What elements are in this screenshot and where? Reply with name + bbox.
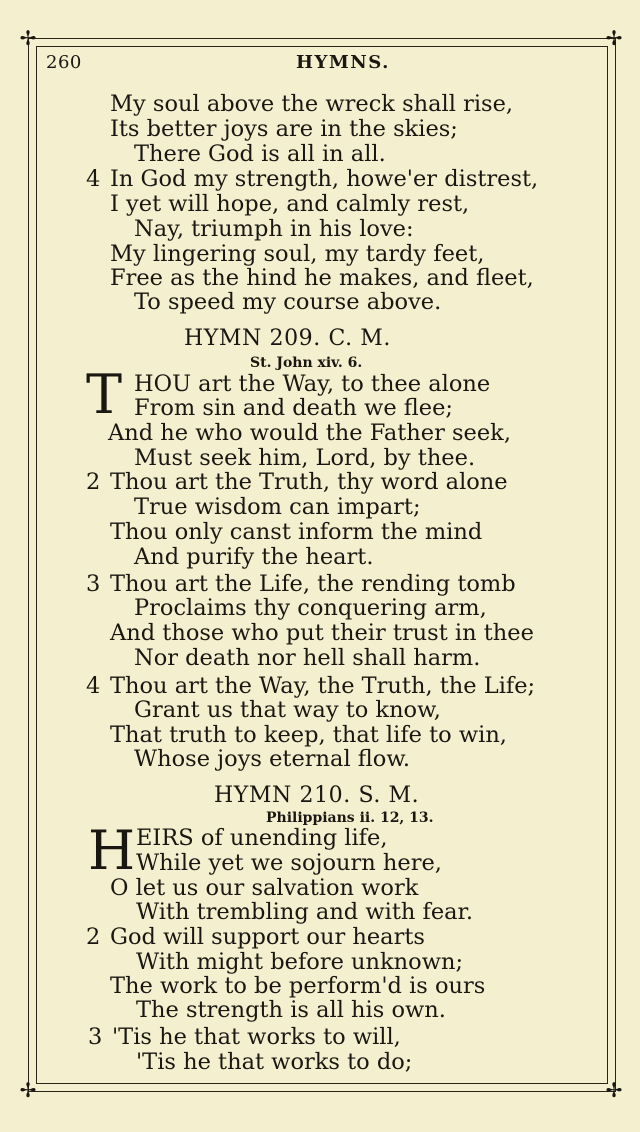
stanza-number: 3 — [88, 1024, 103, 1050]
verse-line: O let us our salvation work — [110, 875, 419, 901]
verse-line: And purify the heart. — [134, 544, 374, 570]
verse-line: Grant us that way to know, — [134, 697, 441, 723]
verse-line: Nay, triumph in his love: — [134, 216, 414, 242]
verse-line: God will support our hearts — [110, 924, 425, 950]
verse-line: My lingering soul, my tardy feet, — [110, 241, 485, 267]
verse-line: Thou art the Way, the Truth, the Life; — [110, 673, 536, 699]
verse-line: In God my strength, howe'er distrest, — [110, 166, 539, 192]
verse-line: Its better joys are in the skies; — [110, 116, 458, 142]
verse-line: The strength is all his own. — [136, 997, 446, 1023]
stanza-number: 2 — [86, 924, 101, 950]
verse-line: HOU art the Way, to thee alone — [134, 371, 491, 397]
stanza-number: 3 — [86, 571, 101, 597]
stanza-number: 4 — [86, 673, 101, 699]
verse-line: 'Tis he that works to do; — [136, 1049, 413, 1075]
verse-line: While yet we sojourn here, — [136, 850, 442, 876]
verse-line: And those who put their trust in thee — [110, 620, 534, 646]
verse-line: 'Tis he that works to will, — [112, 1024, 401, 1050]
verse-line: I yet will hope, and calmly rest, — [110, 191, 470, 217]
verse-line: There God is all in all. — [134, 141, 386, 167]
verse-line: To speed my course above. — [134, 289, 442, 315]
verse-line: And he who would the Father seek, — [108, 420, 511, 446]
corner-ornament-top-left: ✢ — [19, 26, 37, 50]
hymn-210-title: HYMN 210. S. M. — [214, 783, 420, 808]
verse-line: Free as the hind he makes, and fleet, — [110, 265, 534, 291]
running-head: HYMNS. — [296, 52, 390, 73]
hymn-209-title: HYMN 209. C. M. — [184, 326, 392, 351]
corner-ornament-bottom-right: ✢ — [605, 1078, 623, 1102]
verse-line: Nor death nor hell shall harm. — [134, 645, 481, 671]
verse-line: Thou only canst inform the mind — [110, 519, 483, 545]
stanza-number: 4 — [86, 166, 101, 192]
verse-line: With trembling and with fear. — [136, 899, 473, 925]
corner-ornament-bottom-left: ✢ — [19, 1078, 37, 1102]
verse-line: Thou art the Truth, thy word alone — [110, 469, 508, 495]
verse-line: Must seek him, Lord, by thee. — [134, 445, 476, 471]
verse-line: With might before unknown; — [136, 949, 464, 975]
verse-line: Whose joys eternal flow. — [134, 746, 411, 772]
verse-line: Thou art the Life, the rending tomb — [110, 571, 516, 597]
verse-line: The work to be perform'd is ours — [110, 973, 486, 999]
corner-ornament-top-right: ✢ — [605, 26, 623, 50]
hymn-210-dropcap: H — [88, 819, 136, 882]
verse-line: That truth to keep, that life to win, — [110, 722, 507, 748]
verse-line: True wisdom can impart; — [134, 494, 421, 520]
verse-line: My soul above the wreck shall rise, — [110, 91, 514, 117]
stanza-number: 2 — [86, 469, 101, 495]
page-number: 260 — [46, 52, 82, 73]
hymn-210-reference: Philippians ii. 12, 13. — [266, 810, 434, 826]
verse-line: From sin and death we flee; — [134, 395, 454, 421]
hymn-209-reference: St. John xiv. 6. — [250, 355, 363, 371]
verse-line: EIRS of unending life, — [136, 825, 388, 851]
verse-line: Proclaims thy conquering arm, — [134, 595, 487, 621]
hymn-209-dropcap: T — [86, 363, 123, 426]
